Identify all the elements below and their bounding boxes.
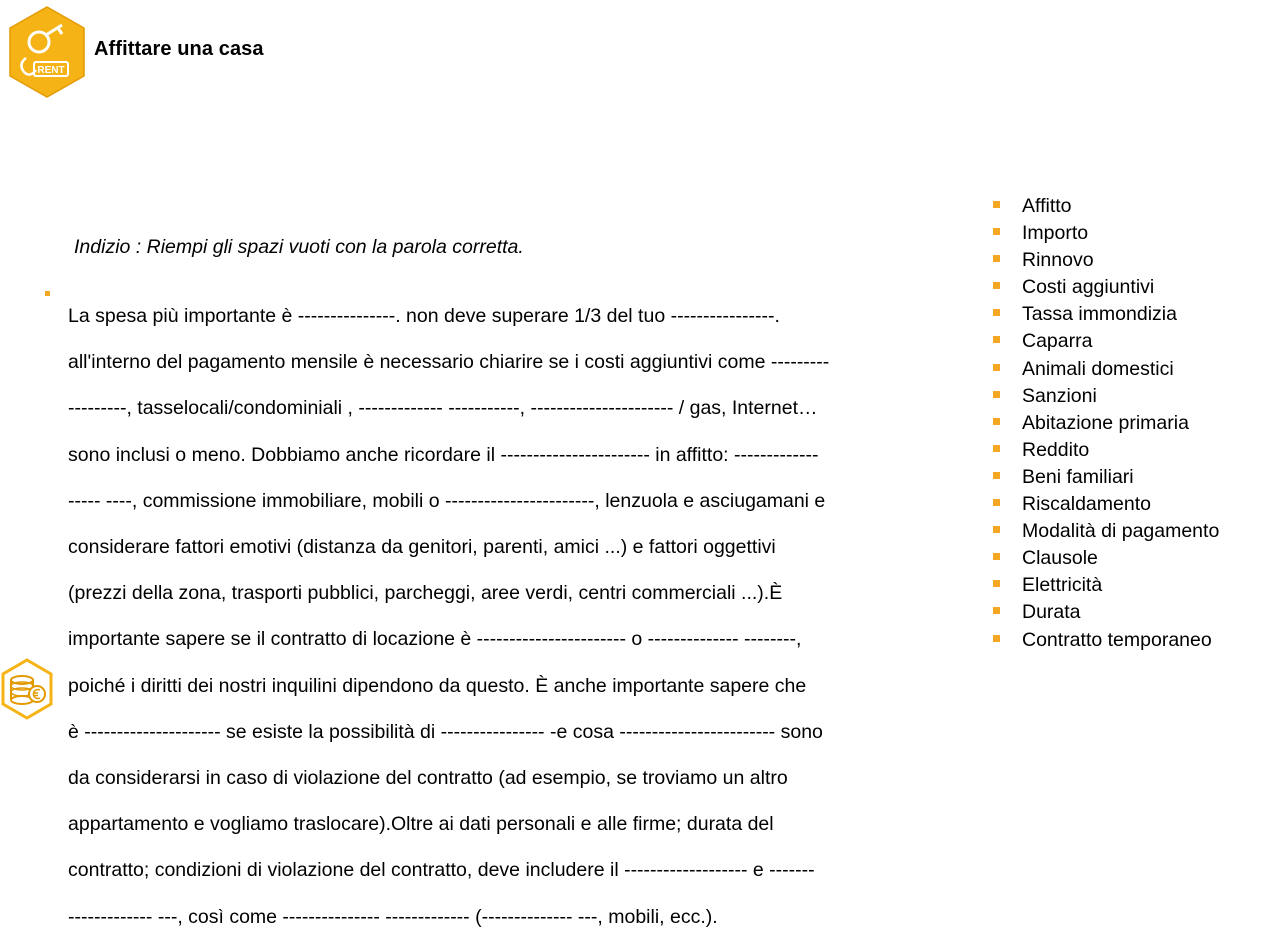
bullet-square-icon [993,607,1000,614]
paragraph-line: sono inclusi o meno. Dobbiamo anche ricordare il ----------------------- in affitto: ------------- [68,443,819,466]
word-bank-item: Sanzioni [993,383,1253,410]
word-bank-item: Costi aggiuntivi [993,274,1253,301]
rent-key-logo-icon [8,6,86,98]
paragraph-line: è --------------------- se esiste la possibilità di ---------------- -e cosa ------------------------ sono [68,720,823,743]
paragraph-line: considerare fattori emotivi (distanza da genitori, parenti, amici ...) e fattori oggettivi [68,536,776,559]
word-bank-item: Durata [993,599,1253,626]
word-bank-item: Reddito [993,437,1253,464]
paragraph-line: ----- ----, commissione immobiliare, mobili o -----------------------, lenzuola e asciugamani e [68,489,826,512]
bullet-square-icon [993,553,1000,560]
paragraph-line: La spesa più importante è ---------------. non deve superare 1/3 del tuo ----------------. [68,305,780,328]
bullet-square-icon [993,228,1000,235]
fill-in-paragraph [68,282,938,952]
bullet-square-icon [993,418,1000,425]
word-bank-item: Beni familiari [993,464,1253,491]
paragraph-line: contratto; condizioni di violazione del contratto, deve includere il ------------------- e ------- [68,859,815,882]
bullet-square-icon [993,499,1000,506]
word-bank-item: Animali domestici [993,356,1253,383]
bullet-square-icon [993,635,1000,642]
coins-euro-icon [0,658,54,720]
word-bank-item: Contratto temporaneo [993,627,1253,654]
bullet-square-icon [45,291,50,296]
bullet-square-icon [993,445,1000,452]
bullet-square-icon [993,472,1000,479]
bullet-square-icon [993,364,1000,371]
paragraph-line: importante sapere se il contratto di locazione è ----------------------- o -------------- --------, [68,628,802,651]
hint-text: Indizio : Riempi gli spazi vuoti con la parola corretta. [74,236,524,258]
paragraph-line: ------------- ---, così come --------------- ------------- (-------------- ---, mobili, ecc.). [68,905,718,928]
paragraph-line: ---------, tasselocali/condominiali , ------------- -----------, ---------------------- / gas, Internet… [68,397,818,420]
word-bank-item: Tassa immondizia [993,301,1253,328]
word-bank-item: Elettricità [993,572,1253,599]
logo-rent-text: RENT [37,65,65,76]
page-title: Affittare una casa [94,38,264,60]
paragraph-line: appartamento e vogliamo traslocare).Oltre ai dati personali e alle firme; durata del [68,813,774,836]
paragraph-line: (prezzi della zona, trasporti pubblici, parcheggi, aree verdi, centri commerciali ...).È [68,582,783,605]
word-bank-item: Rinnovo [993,247,1253,274]
bullet-square-icon [993,282,1000,289]
bullet-square-icon [993,391,1000,398]
word-bank-item: Riscaldamento [993,491,1253,518]
word-bank-item: Caparra [993,328,1253,355]
bullet-square-icon [993,255,1000,262]
paragraph-line: all'interno del pagamento mensile è necessario chiarire se i costi aggiuntivi come --------- [68,351,830,374]
paragraph-line: poiché i diritti dei nostri inquilini dipendono da questo. È anche importante sapere che [68,674,807,697]
paragraph-line: da considerarsi in caso di violazione del contratto (ad esempio, se troviamo un altro [68,766,788,789]
bullet-square-icon [993,580,1000,587]
bullet-square-icon [993,526,1000,533]
word-bank-item: Clausole [993,545,1253,572]
bullet-square-icon [993,309,1000,316]
word-bank-item: Importo [993,220,1253,247]
bullet-square-icon [993,201,1000,208]
word-bank-list [993,193,1253,654]
word-bank-item: Abitazione primaria [993,410,1253,437]
word-bank-item: Affitto [993,193,1253,220]
word-bank-item: Modalità di pagamento [993,518,1253,545]
bullet-square-icon [993,336,1000,343]
